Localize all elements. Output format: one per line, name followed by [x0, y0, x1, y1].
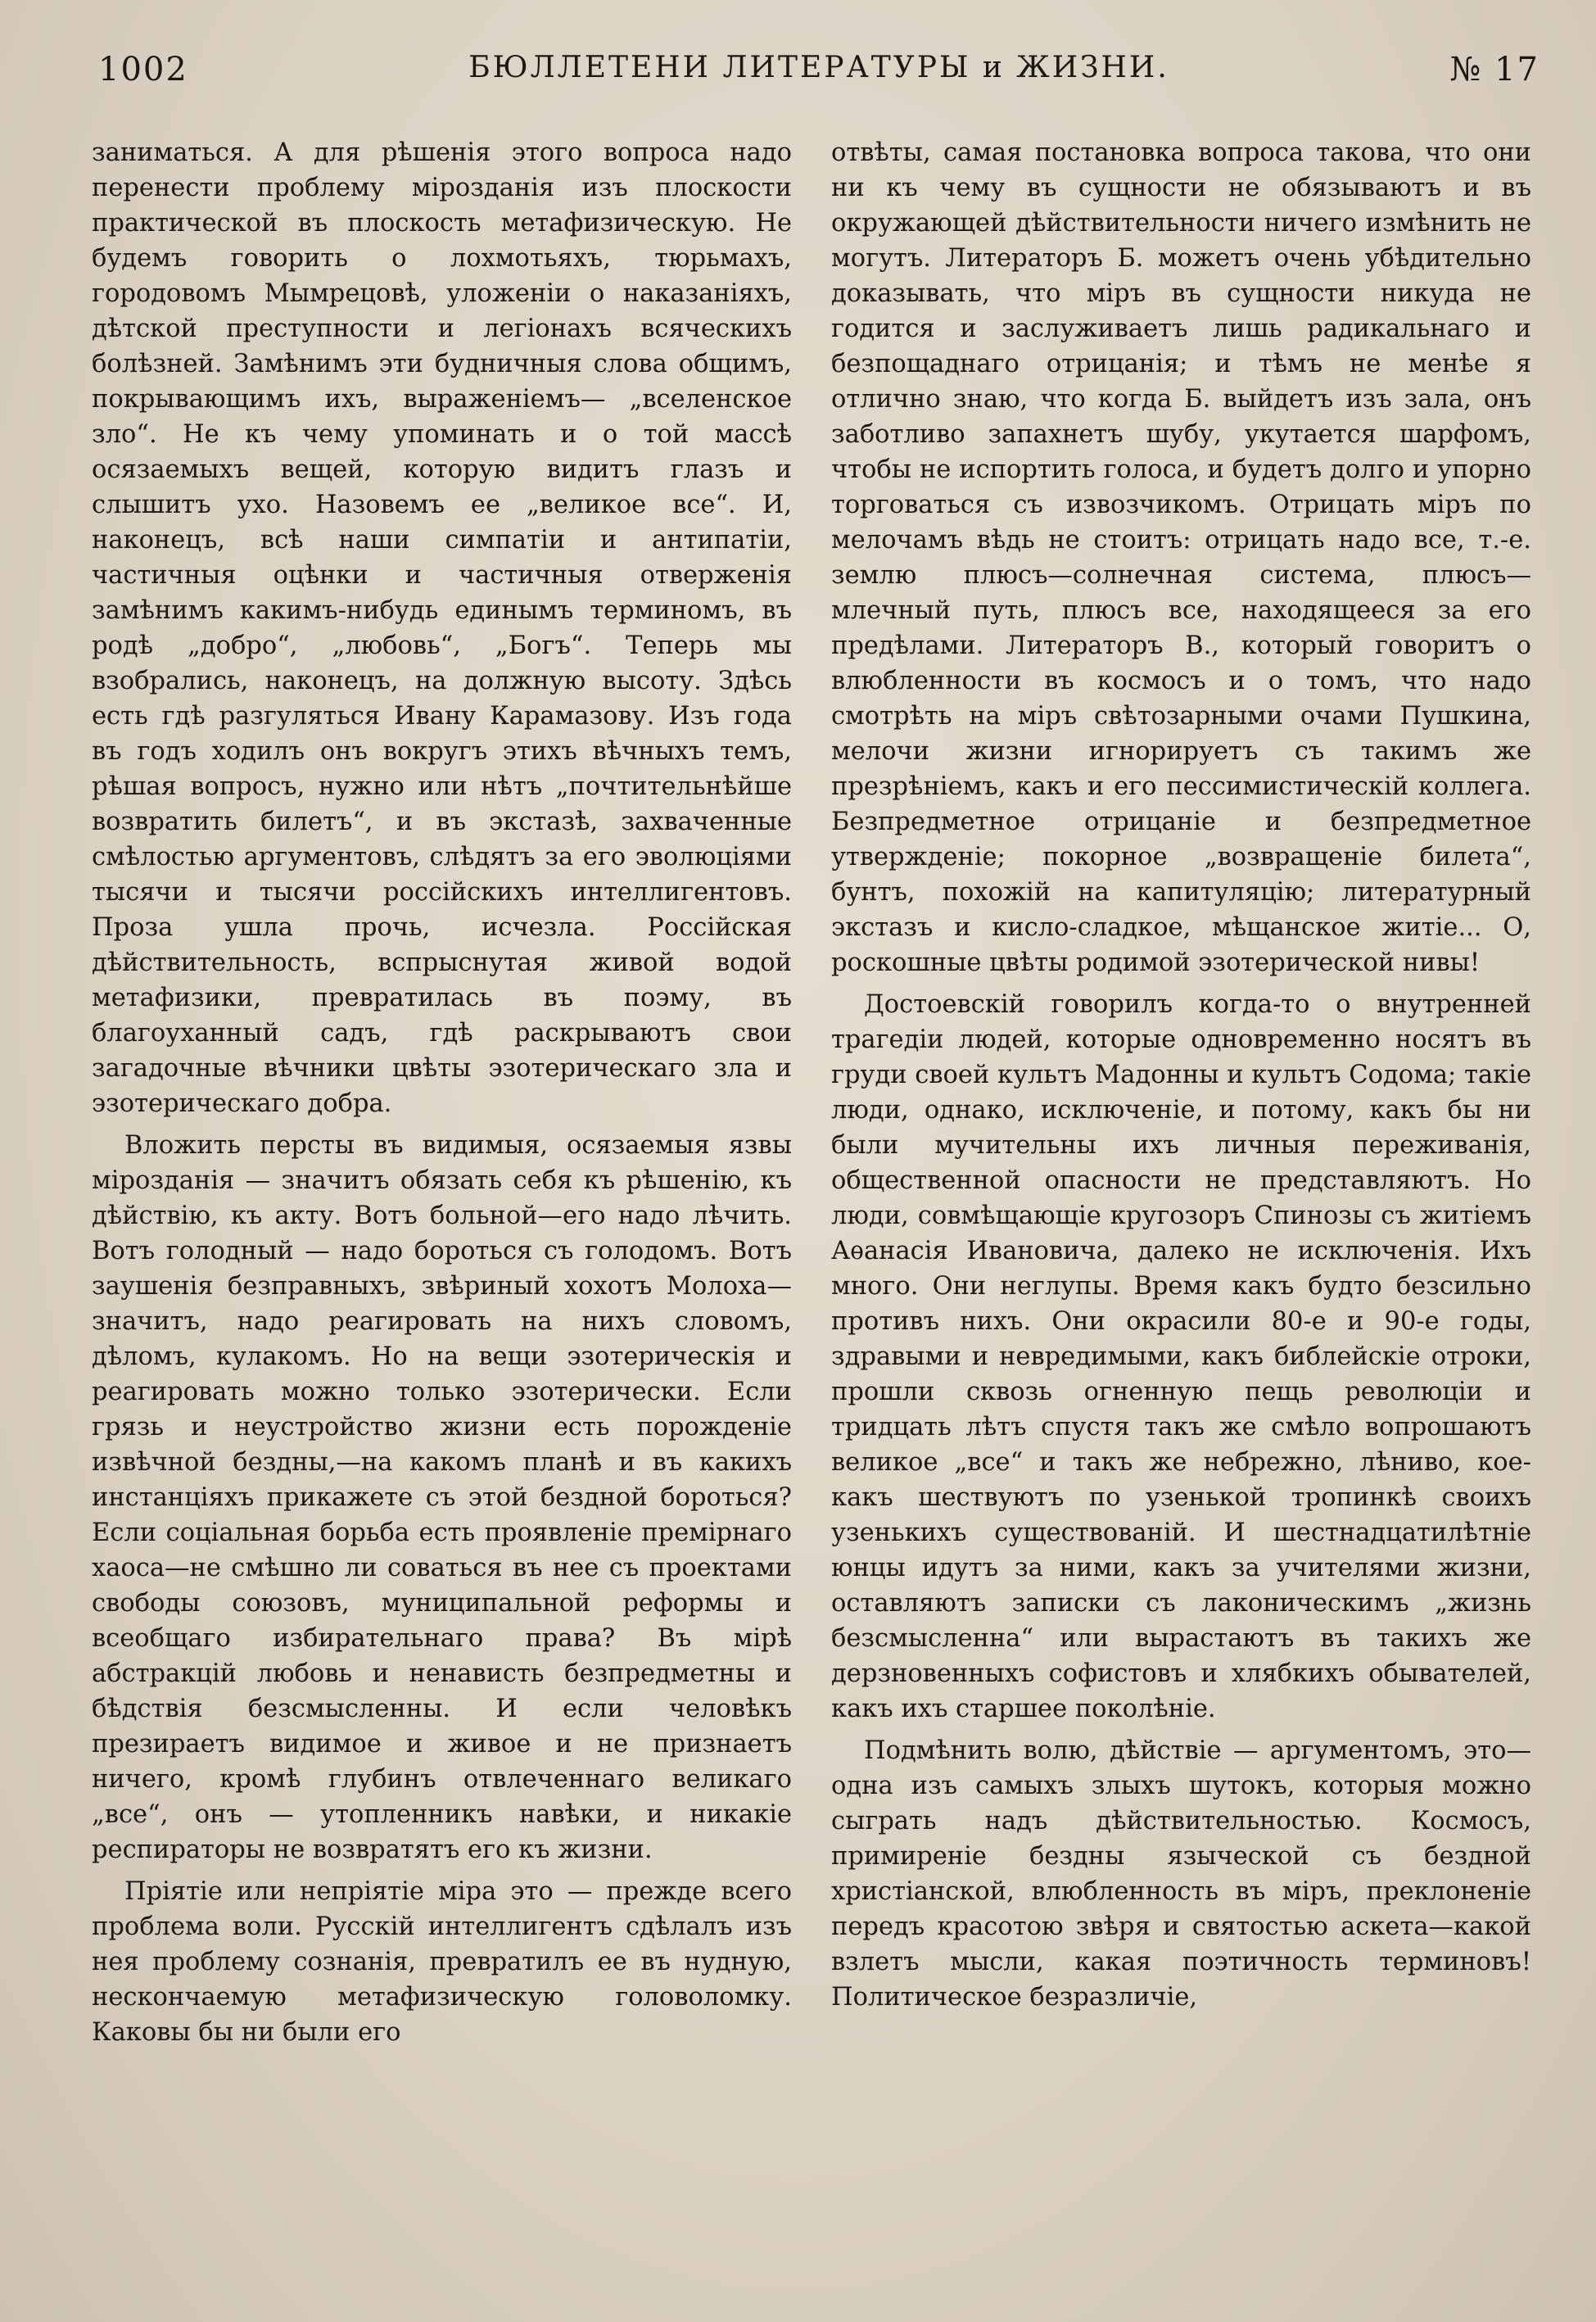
right-column	[831, 135, 1531, 2289]
left-column	[92, 135, 792, 2289]
paragraph: Вложить персты въ видимыя, осязаемыя язвы мірозданія — значитъ обязать себя къ рѣшенію, къ дѣйствію, къ акту. Вотъ больной—его надо лѣчить. Вотъ голодный — надо бороться съ голодомъ. Вотъ заушенія безправныхъ, звѣриный хохотъ Молоха—значитъ, надо реагировать на нихъ словомъ, дѣломъ, кулакомъ. Но на вещи эзотерическія и реагировать можно только эзотерически. Если грязь и неустройство жизни есть порожденіе извѣчной бездны,—на какомъ планѣ и въ какихъ инстанціяхъ прикажете съ этой бездной бороться? Если соціальная борьба есть проявленіе премірнаго хаоса—не смѣшно ли соваться въ нее съ проектами свободы союзовъ, муниципальной реформы и всеобщаго избирательнаго права? Въ мірѣ абстракцій любовь и ненависть безпредметны и бѣдствія безсмысленны. И если человѣкъ презираетъ видимое и живое и не признаетъ ничего, кромѣ глубинъ отвлеченнаго великаго „все“, онъ — утопленникъ навѣки, и никакіе респираторы не возвратятъ его къ жизни.	[92, 1131, 792, 1864]
page-header	[98, 51, 1539, 100]
paragraph: Подмѣнить волю, дѣйствіе — аргументомъ, это—одна изъ самыхъ злыхъ шутокъ, которыя можно сыграть надъ дѣйствительностью. Космосъ, примиреніе бездны языческой съ бездной христіанской, влюбленность въ міръ, преклоненіе передъ красотою звѣря и святостью аскета—какой взлетъ мысли, какая поэтичность терминовъ! Политическое безразличіе,	[831, 1736, 1531, 2012]
running-title: БЮЛЛЕТЕНИ ЛИТЕРАТУРЫ и ЖИЗНИ.	[468, 51, 1169, 84]
paragraph: Пріятіе или непріятіе міра это — прежде всего проблема воли. Русскій интеллигентъ сдѣлалъ изъ нея проблему сознанія, превратилъ ее въ нудную, нескончаемую метафизическую головоломку. Каковы бы ни были его	[92, 1877, 792, 2047]
paragraph: отвѣты, самая постановка вопроса такова, что они ни къ чему въ сущности не обязываютъ и въ окружающей дѣйствительности ничего измѣнить не могутъ. Литераторъ Б. можетъ очень убѣдительно доказывать, что міръ въ сущности никуда не годится и заслуживаетъ лишь радикальнаго и безпощаднаго отрицанія; и тѣмъ не менѣе я отлично знаю, что когда Б. выйдетъ изъ зала, онъ заботливо запахнетъ шубу, укутается шарфомъ, чтобы не испортить голоса, и будетъ долго и упорно торговаться съ извозчикомъ. Отрицать міръ по мелочамъ вѣдь не стоитъ: отрицать надо все, т.-е. землю плюсъ—солнечная система, плюсъ—млечный путь, плюсъ все, находящееся за его предѣлами. Литераторъ В., который говоритъ о влюбленности въ космосъ и о томъ, что надо смотрѣть на міръ свѣтозарными очами Пушкина, мелочи жизни игнорируетъ съ такимъ же презрѣніемъ, какъ и его пессимистическій коллега. Безпредметное отрицаніе и безпредметное утвержденіе; покорное „возвращеніе билета“, бунтъ, похожій на капитуляцію; литературный экстазъ и кисло-сладкое, мѣщанское житіе... О, роскошные цвѣты родимой эзотерической нивы!	[831, 138, 1531, 977]
paragraph: Достоевскій говорилъ когда-то о внутренней трагедіи людей, которые одновременно носятъ въ груди своей культъ Мадонны и культъ Содома; такіе люди, однако, исключеніе, и потому, какъ бы ни были мучительны ихъ личныя переживанія, общественной опасности не представляютъ. Но люди, совмѣщающіе кругозоръ Спинозы съ житіемъ Аѳанасія Ивановича, далеко не исключенія. Ихъ много. Они неглупы. Время какъ будто безсильно противъ нихъ. Они окрасили 80-е и 90-е годы, здравыми и невредимыми, какъ библейскіе отроки, прошли сквозь огненную пещь революціи и тридцать лѣтъ спустя такъ же смѣло вопрошаютъ великое „все“ и такъ же небрежно, лѣниво, кое-какъ шествуютъ по узенькой тропинкѣ своихъ узенькихъ существованій. И шестнадцатилѣтніе юнцы идутъ за ними, какъ за учителями жизни, оставляютъ записки съ лаконическимъ „жизнь безсмысленна“ или вырастаютъ въ такихъ же дерзновенныхъ софистовъ и хлябкихъ обывателей, какъ ихъ старшее поколѣніе.	[831, 990, 1531, 1723]
page-number: 1002	[98, 51, 188, 88]
paragraph: заниматься. А для рѣшенія этого вопроса надо перенести проблему мірозданія изъ плоскости практической въ плоскость метафизическую. Не будемъ говорить о лохмотьяхъ, тюрьмахъ, городовомъ Мымрецовѣ, уложеніи о наказаніяхъ, дѣтской преступности и легіонахъ всяческихъ болѣзней. Замѣнимъ эти будничныя слова общимъ, покрывающимъ ихъ, выраженіемъ— „вселенское зло“. Не къ чему упоминать и о той массѣ осязаемыхъ вещей, которую видитъ глазъ и слышитъ ухо. Назовемъ ее „великое все“. И, наконецъ, всѣ наши симпатіи и антипатіи, частичныя оцѣнки и частичныя отверженія замѣнимъ какимъ-нибудь единымъ терминомъ, въ родѣ „добро“, „любовь“, „Богъ“. Теперь мы взобрались, наконецъ, на должную высоту. Здѣсь есть гдѣ разгуляться Ивану Карамазову. Изъ года въ годъ ходилъ онъ вокругъ этихъ вѣчныхъ темъ, рѣшая вопросъ, нужно или нѣтъ „почтительнѣйше возвратить билетъ“, и въ экстазѣ, захваченные смѣлостью аргументовъ, слѣдятъ за его эволюціями тысячи и тысячи россійскихъ интеллигентовъ. Проза ушла прочь, исчезла. Россійская дѣйствительность, вспрыснутая живой водой метафизики, превратилась въ поэму, въ благоуханный садъ, гдѣ раскрываютъ свои загадочные вѣчники цвѣты эзотерическаго зла и эзотерическаго добра.	[92, 138, 792, 1118]
issue-number: № 17	[1449, 51, 1539, 88]
